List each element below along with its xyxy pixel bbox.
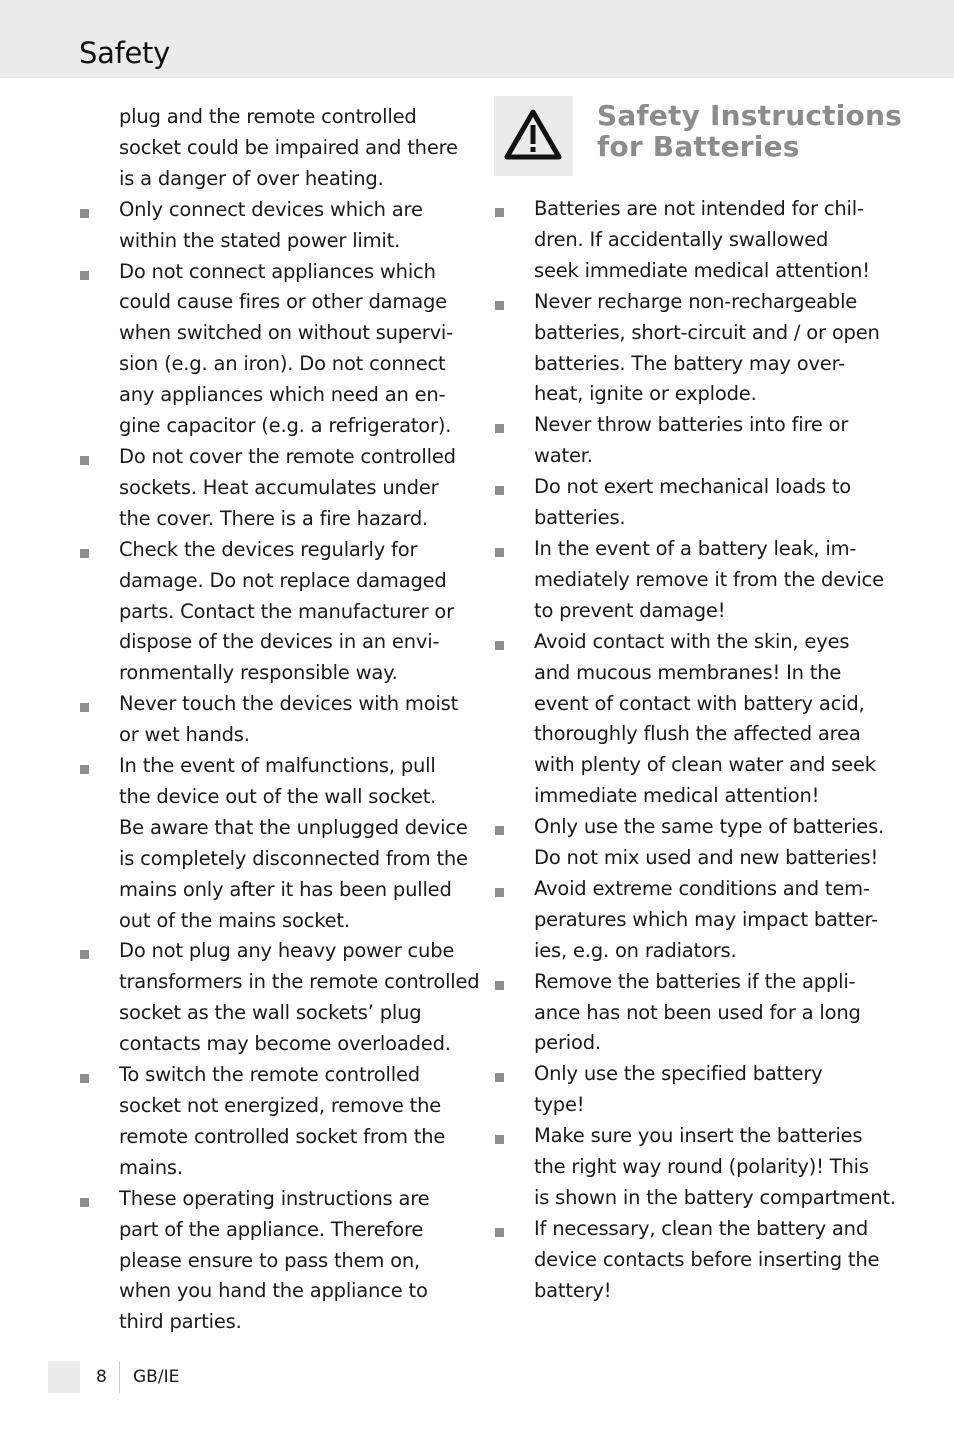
text-line: dispose of the devices in an envi- <box>119 630 440 654</box>
bullet-square-icon <box>80 1074 89 1083</box>
list-item <box>79 936 480 1060</box>
text-line: Only use the specified battery <box>534 1062 823 1086</box>
text-line: remote controlled socket from the <box>119 1124 446 1148</box>
text-line: batteries. <box>534 506 626 530</box>
text-line: socket not energized, remove the <box>119 1094 442 1117</box>
list-item <box>494 472 894 534</box>
text-line: ance has not been used for a long <box>534 1000 861 1024</box>
text-line: water. <box>534 444 593 468</box>
text-line: is shown in the battery compartment. <box>534 1186 896 1209</box>
text-line: could cause fires or other damage <box>119 290 447 314</box>
bullet-square-icon <box>495 548 504 557</box>
text-line: gine capacitor (e.g. a refrigerator). <box>119 414 452 438</box>
section-heading <box>597 100 917 162</box>
text-line: Batteries are not intended for chil- <box>534 197 864 220</box>
list-item <box>494 874 894 967</box>
warning-triangle-icon <box>503 108 563 162</box>
list-item <box>79 442 474 535</box>
bullet-square-icon <box>80 456 89 465</box>
page-title: Safety <box>79 36 170 70</box>
text-line: the right way round (polarity)! This <box>534 1155 869 1179</box>
text-line: mains only after it has been pulled <box>119 877 452 901</box>
text-line: In the event of a battery leak, im- <box>534 536 857 560</box>
text-line: battery! <box>534 1278 612 1302</box>
text-line: Only connect devices which are <box>119 197 423 221</box>
text-line: dren. If accidentally swallowed <box>534 227 829 251</box>
text-line: within the stated power limit. <box>119 228 401 252</box>
list-item <box>494 287 894 411</box>
text-line: the device out of the wall socket. <box>119 784 437 808</box>
list-item <box>494 410 894 472</box>
text-line: out of the mains socket. <box>119 908 350 932</box>
text-line: Never recharge non-rechargeable <box>534 289 858 313</box>
text-line: third parties. <box>119 1310 242 1334</box>
text-line: Avoid contact with the skin, eyes <box>534 629 850 653</box>
text-line: mains. <box>119 1155 183 1179</box>
text-line: any appliances which need an en- <box>119 383 446 407</box>
bullet-square-icon <box>80 209 89 218</box>
text-line: Do not connect appliances which <box>119 259 436 283</box>
bullet-square-icon <box>495 826 504 835</box>
text-line: mediately remove it from the device <box>534 567 884 591</box>
page-number: 8 <box>96 1367 107 1387</box>
text-line: the cover. There is a fire hazard. <box>119 506 428 530</box>
text-line: period. <box>534 1031 601 1055</box>
bullet-square-icon <box>495 1228 504 1237</box>
list-item <box>79 751 474 936</box>
text-line: damage. Do not replace damaged <box>119 568 447 592</box>
text-line: Do not cover the remote controlled <box>119 444 456 468</box>
continued-paragraph <box>79 102 474 195</box>
bullet-square-icon <box>80 703 89 712</box>
list-item <box>79 1060 474 1184</box>
text-line: or wet hands. <box>119 723 250 747</box>
text-line: parts. Contact the manufacturer or <box>119 599 454 623</box>
text-line: Check the devices regularly for <box>119 537 418 561</box>
text-line: is completely disconnected from the <box>119 846 468 870</box>
text-line: Do not exert mechanical loads to <box>534 475 852 499</box>
bullet-square-icon <box>495 208 504 217</box>
text-line: These operating instructions are <box>119 1186 430 1210</box>
text-line: Be aware that the unplugged device <box>119 815 468 839</box>
text-line: plug and the remote controlled <box>119 105 417 128</box>
text-line: type! <box>534 1093 585 1117</box>
text-line: sion (e.g. an iron). Do not connect <box>119 352 446 376</box>
text-line: is a danger of over heating. <box>119 166 384 190</box>
list-item <box>494 1214 894 1307</box>
list-item <box>494 1059 894 1121</box>
bullet-square-icon <box>80 765 89 774</box>
text-line: Do not mix used and new batteries! <box>534 846 879 870</box>
list-item <box>494 1121 894 1214</box>
text-line: and mucous membranes! In the <box>534 660 842 684</box>
text-line: with plenty of clean water and seek <box>534 753 876 777</box>
text-line: device contacts before inserting the <box>534 1247 880 1271</box>
text-line: ronmentally responsible way. <box>119 661 398 685</box>
language-code: GB/IE <box>133 1367 180 1387</box>
bullet-square-icon <box>80 1198 89 1207</box>
text-line: event of contact with battery acid, <box>534 691 865 715</box>
warning-box <box>494 96 573 176</box>
list-item <box>494 627 894 812</box>
text-line: please ensure to pass them on, <box>119 1248 421 1272</box>
bullet-square-icon <box>495 981 504 990</box>
left-column <box>79 102 480 1338</box>
text-line: transformers in the remote controlled <box>119 970 480 994</box>
bullet-square-icon <box>495 486 504 495</box>
list-item <box>79 535 474 690</box>
text-line: Never touch the devices with moist <box>119 692 459 716</box>
text-line: batteries. The battery may over- <box>534 351 845 375</box>
list-item <box>494 534 894 627</box>
right-column <box>494 194 894 1307</box>
text-line: Never throw batteries into fire or <box>534 413 849 437</box>
text-line: Do not plug any heavy power cube <box>119 939 455 963</box>
list-item <box>79 689 474 751</box>
list-item <box>494 194 894 287</box>
text-line: batteries, short-circuit and / or open <box>534 320 880 344</box>
text-line: to prevent damage! <box>534 598 726 622</box>
bullet-square-icon <box>80 549 89 558</box>
text-line: Make sure you insert the batteries <box>534 1124 863 1148</box>
footer-divider <box>119 1361 120 1393</box>
text-line: socket could be impaired and there <box>119 135 458 159</box>
text-line: Avoid extreme conditions and tem- <box>534 876 870 900</box>
bullet-square-icon <box>495 301 504 310</box>
text-line: sockets. Heat accumulates under <box>119 475 439 499</box>
right-bullet-list <box>494 194 894 1307</box>
list-item <box>79 257 474 442</box>
list-item <box>494 812 894 874</box>
heading-line: for Batteries <box>597 130 800 163</box>
bullet-square-icon <box>495 641 504 650</box>
text-line: immediate medical attention! <box>534 784 820 808</box>
text-line: socket as the wall sockets’ plug <box>119 1001 422 1025</box>
text-line: If necessary, clean the battery and <box>534 1216 869 1240</box>
left-bullet-list <box>79 195 480 1339</box>
bullet-square-icon <box>495 888 504 897</box>
text-line: thoroughly flush the affected area <box>534 722 861 746</box>
bullet-square-icon <box>80 271 89 280</box>
bullet-square-icon <box>495 424 504 433</box>
text-line: heat, ignite or explode. <box>534 382 757 406</box>
text-line: Only use the same type of batteries. <box>534 815 885 839</box>
bullet-square-icon <box>495 1135 504 1144</box>
list-item <box>79 195 474 257</box>
heading-line: Safety Instructions <box>597 99 902 132</box>
text-line: seek immediate medical attention! <box>534 258 870 282</box>
footer-box <box>48 1361 80 1393</box>
text-line: part of the appliance. Therefore <box>119 1217 424 1241</box>
bullet-square-icon <box>495 1073 504 1082</box>
text-line: To switch the remote controlled <box>119 1063 420 1087</box>
text-line: when switched on without supervi- <box>119 321 453 345</box>
text-line: contacts may become overloaded. <box>119 1032 451 1056</box>
text-line: ies, e.g. on radiators. <box>534 938 737 962</box>
bullet-square-icon <box>80 950 89 959</box>
text-line: peratures which may impact batter- <box>534 907 878 931</box>
text-line: Remove the batteries if the appli- <box>534 969 856 993</box>
list-item <box>79 1184 474 1339</box>
text-line: In the event of malfunctions, pull <box>119 754 436 778</box>
text-line: when you hand the appliance to <box>119 1279 428 1303</box>
page-header <box>0 0 954 78</box>
list-item <box>494 967 894 1060</box>
